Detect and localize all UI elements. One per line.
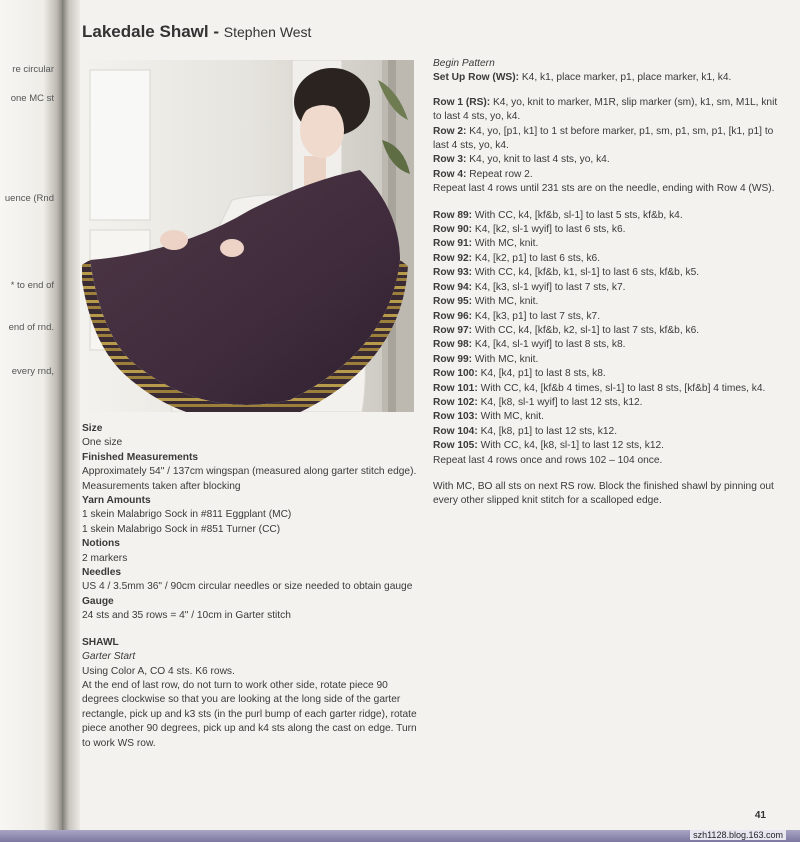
row-text: K4, yo, knit to marker, M1R, slip marker (sm), k1, sm, M1L, knit to last 4 sts, yo, k4. <box>433 96 778 123</box>
row-label: Row 89: <box>433 209 473 221</box>
gauge-label: Gauge <box>82 595 114 607</box>
designer-name: Stephen West <box>223 24 312 40</box>
prev-page-fragment: one MC st <box>10 93 54 104</box>
pattern-row <box>433 382 778 396</box>
row-label: Row 99: <box>433 353 473 365</box>
prev-page-fragment: * to end of <box>10 280 54 291</box>
row-text: K4, [k4, sl-1 wyif] to last 8 sts, k8. <box>474 339 626 351</box>
pattern-row <box>433 153 778 167</box>
row-text: Repeat row 2. <box>469 168 533 180</box>
row-label: Row 92: <box>433 252 473 264</box>
watermark: szh1128.blog.163.com <box>690 830 786 840</box>
shawl-heading: SHAWL <box>82 636 119 648</box>
pattern-row <box>433 439 778 453</box>
row-text: K4, [k3, p1] to last 7 sts, k7. <box>474 310 601 322</box>
bottom-band <box>0 830 800 842</box>
row-label: Row 98: <box>433 339 473 351</box>
row-label: Row 94: <box>433 281 473 293</box>
row-label: Row 93: <box>433 267 473 279</box>
pattern-row <box>433 396 778 410</box>
yarn-amounts-label: Yarn Amounts <box>82 495 151 507</box>
row-text: K4, [k2, sl-1 wyif] to last 6 sts, k6. <box>474 224 626 236</box>
row-text: K4, k1, place marker, p1, place marker, k1, k4. <box>521 72 732 84</box>
row-label: Row 91: <box>433 238 473 250</box>
row-label: Row 102: <box>433 396 478 408</box>
garter-start-text: Using Color A, CO 4 sts. K6 rows. <box>82 665 235 677</box>
pattern-row <box>433 353 778 367</box>
garter-start-subheading: Garter Start <box>82 651 136 663</box>
pattern-row <box>433 410 778 424</box>
row-label: Set Up Row (WS): <box>433 72 520 84</box>
pattern-row <box>433 338 778 352</box>
gauge-value: 24 sts and 35 rows = 4" / 10cm in Garter stitch <box>82 610 291 622</box>
pattern-info-column <box>82 422 422 751</box>
pattern-row <box>433 295 778 309</box>
begin-pattern-label: Begin Pattern <box>433 58 495 69</box>
pattern-row <box>433 425 778 439</box>
needles-value: US 4 / 3.5mm 36" / 90cm circular needles or size needed to obtain gauge <box>82 581 413 593</box>
pattern-row <box>433 310 778 324</box>
repeat-instruction: Repeat last 4 rows once and rows 102 – 104 once. <box>433 454 663 466</box>
row-label: Row 95: <box>433 296 473 308</box>
page-title <box>82 22 311 42</box>
prev-page-fragment: end of rnd. <box>8 322 54 333</box>
row-label: Row 96: <box>433 310 473 322</box>
setup-row <box>433 71 778 85</box>
row-label: Row 100: <box>433 368 478 380</box>
pattern-row <box>433 367 778 381</box>
row-text: K4, [k3, sl-1 wyif] to last 7 sts, k7. <box>474 281 626 293</box>
row-text: K4, [k8, sl-1 wyif] to last 12 sts, k12. <box>480 396 643 408</box>
yarn-line: 1 skein Malabrigo Sock in #811 Eggplant (MC) <box>82 509 292 521</box>
pattern-row <box>433 281 778 295</box>
row-label: Row 103: <box>433 411 478 423</box>
row-text: With MC, knit. <box>480 411 544 423</box>
row-label: Row 90: <box>433 224 473 236</box>
pattern-row <box>433 252 778 266</box>
row-label: Row 1 (RS): <box>433 96 491 108</box>
prev-page-fragment: uence (Rnd <box>4 193 54 204</box>
row-text: With CC, k4, [kf&b, k1, sl-1] to last 6 sts, kf&b, k5. <box>474 267 700 279</box>
notions-label: Notions <box>82 538 120 550</box>
size-value: One size <box>82 437 123 449</box>
pattern-row <box>433 237 778 251</box>
row-label: Row 3: <box>433 154 467 166</box>
finished-measurements-label: Finished Measurements <box>82 451 199 463</box>
row-text: With CC, k4, [kf&b, k2, sl-1] to last 7 sts, kf&b, k6. <box>474 324 700 336</box>
pattern-row <box>433 266 778 280</box>
row-text: K4, [k4, p1] to last 8 sts, k8. <box>480 368 606 380</box>
garter-start-instructions: At the end of last row, do not turn to work other side, rotate piece 90 degrees clockwise so that you are looking at the long side of the garter rectangle, pick up and k3 sts (in the purl bump of each garter ridge), rotate piece another 90 degrees, pick up and k4 sts along the cast on edge. Turn to work WS row. <box>82 679 417 749</box>
needles-label: Needles <box>82 567 122 579</box>
pattern-row <box>433 96 778 125</box>
notions-value: 2 markers <box>82 552 128 564</box>
pattern-row <box>433 324 778 338</box>
prev-page-fragment: re circular <box>12 64 54 75</box>
pattern-row <box>433 125 778 154</box>
pattern-instructions-column <box>433 57 778 509</box>
repeat-instruction: Repeat last 4 rows until 231 sts are on the needle, ending with Row 4 (WS). <box>433 183 775 195</box>
book-gutter <box>62 0 80 842</box>
row-label: Row 104: <box>433 425 478 437</box>
row-label: Row 105: <box>433 440 478 452</box>
page-number: 41 <box>754 810 766 821</box>
row-text: K4, [k2, p1] to last 6 sts, k6. <box>474 252 601 264</box>
previous-page-strip <box>0 0 62 842</box>
pattern-row <box>433 209 778 223</box>
yarn-line: 1 skein Malabrigo Sock in #851 Turner (CC) <box>82 523 281 535</box>
row-text: With CC, k4, [kf&b, sl-1] to last 5 sts, kf&b, k4. <box>474 209 683 221</box>
row-text: K4, [k8, p1] to last 12 sts, k12. <box>480 425 618 437</box>
row-text: K4, yo, knit to last 4 sts, yo, k4. <box>469 154 610 166</box>
row-text: With CC, k4, [k8, sl-1] to last 12 sts, k12. <box>480 440 665 452</box>
pattern-row <box>433 223 778 237</box>
row-text: With MC, knit. <box>474 238 539 250</box>
finished-measurements-value: Approximately 54" / 137cm wingspan (measured along garter stitch edge). Measurements taken after blocking <box>82 466 417 492</box>
finishing-instructions: With MC, BO all sts on next RS row. Block the finished shawl by pinning out every other slipped knit stitch for a scalloped edge. <box>433 480 774 507</box>
pattern-row <box>433 168 778 182</box>
row-label: Row 97: <box>433 324 473 336</box>
row-label: Row 4: <box>433 168 467 180</box>
row-text: With CC, k4, [kf&b 4 times, sl-1] to last 8 sts, [kf&b] 4 times, k4. <box>480 382 766 394</box>
prev-page-fragment: every rnd, <box>11 366 54 377</box>
row-text: K4, yo, [p1, k1] to 1 st before marker, p1, sm, p1, sm, p1, [k1, p1] to last 4 sts, yo, k4. <box>433 125 774 152</box>
shawl-photo <box>82 60 414 412</box>
title-separator: - <box>213 22 220 41</box>
row-text: With MC, knit. <box>474 353 539 365</box>
row-text: With MC, knit. <box>474 296 539 308</box>
row-label: Row 101: <box>433 382 478 394</box>
pattern-title: Lakedale Shawl <box>82 22 209 41</box>
size-label: Size <box>82 423 103 434</box>
row-label: Row 2: <box>433 125 467 137</box>
